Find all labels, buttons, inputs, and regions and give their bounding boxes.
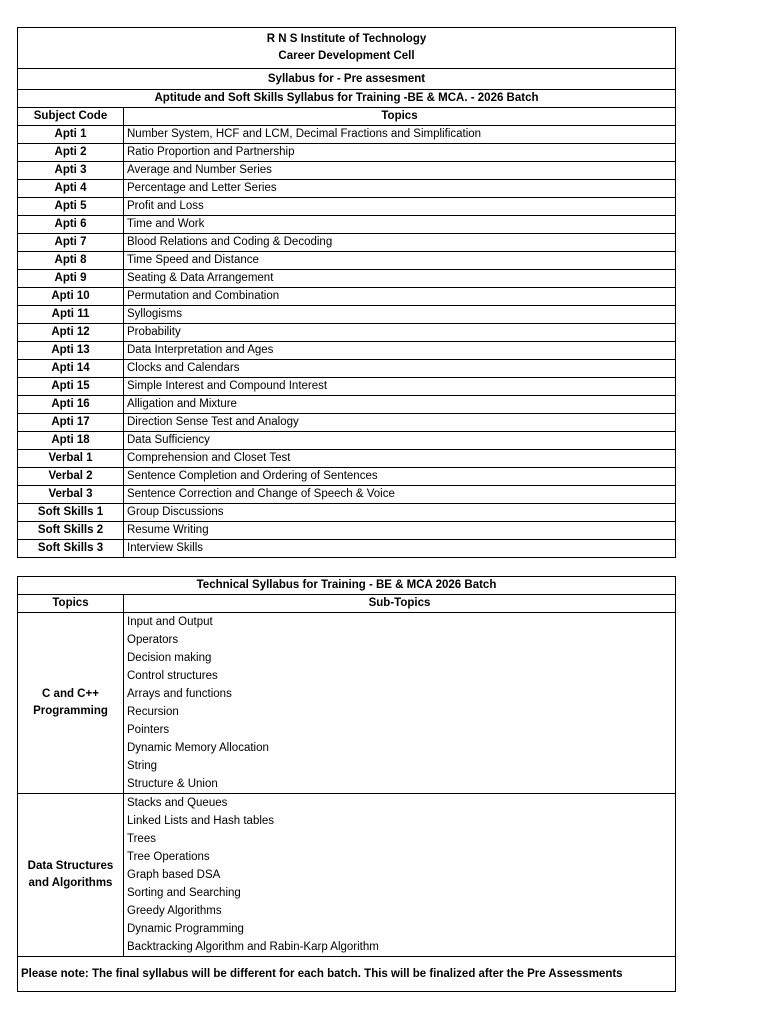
subtopic-item: Stacks and Queues [127, 797, 228, 809]
cell-name: Career Development Cell [278, 50, 415, 62]
subject-code: Apti 15 [18, 378, 124, 396]
table-row [18, 486, 676, 504]
table-row [18, 504, 676, 522]
subtopic-item: Linked Lists and Hash tables [127, 815, 275, 827]
table-row [18, 234, 676, 252]
topic: Data Interpretation and Ages [124, 342, 676, 360]
subject-code: Apti 13 [18, 342, 124, 360]
topic: Seating & Data Arrangement [124, 270, 676, 288]
subject-code: Apti 8 [18, 252, 124, 270]
subject-code: Apti 1 [18, 126, 124, 144]
subtopic-item: Greedy Algorithms [127, 905, 222, 917]
table-row [18, 396, 676, 414]
topic: Ratio Proportion and Partnership [124, 144, 676, 162]
subtopic-item: Dynamic Programming [127, 923, 244, 935]
technical-title: Technical Syllabus for Training - BE & MCA 2026 Batch [18, 577, 676, 595]
subtopic-item: Sorting and Searching [127, 887, 241, 899]
subject-code: Soft Skills 2 [18, 522, 124, 540]
table-row [18, 342, 676, 360]
table-row [18, 252, 676, 270]
subject-code: Apti 4 [18, 180, 124, 198]
subject-code: Apti 3 [18, 162, 124, 180]
topic: Sentence Correction and Change of Speech & Voice [124, 486, 676, 504]
subject-code: Apti 16 [18, 396, 124, 414]
subject-code: Apti 7 [18, 234, 124, 252]
subject-code: Soft Skills 3 [18, 540, 124, 558]
table-row [18, 432, 676, 450]
subject-code: Verbal 1 [18, 450, 124, 468]
topic: Syllogisms [124, 306, 676, 324]
subject-code: Apti 14 [18, 360, 124, 378]
tech-topic: C and C++ Programming [18, 613, 124, 794]
topic: Clocks and Calendars [124, 360, 676, 378]
table-row [18, 306, 676, 324]
table-row [18, 162, 676, 180]
subtopic-item: Backtracking Algorithm and Rabin-Karp Algorithm [127, 941, 379, 953]
subtopic-item: Decision making [127, 652, 212, 664]
topic: Comprehension and Closet Test [124, 450, 676, 468]
subject-code: Apti 5 [18, 198, 124, 216]
aptitude-title: Aptitude and Soft Skills Syllabus for Training -BE & MCA. - 2026 Batch [18, 90, 676, 108]
table-row [18, 180, 676, 198]
topic: Profit and Loss [124, 198, 676, 216]
topic: Time and Work [124, 216, 676, 234]
subtopic-item: String [127, 760, 158, 772]
table-row [18, 126, 676, 144]
topic: Average and Number Series [124, 162, 676, 180]
institute-header [18, 28, 676, 69]
col-header-subtopics: Sub-Topics [124, 595, 676, 613]
topic: Percentage and Letter Series [124, 180, 676, 198]
col-header-topics: Topics [124, 108, 676, 126]
institute-name: R N S Institute of Technology [266, 33, 427, 45]
subject-code: Soft Skills 1 [18, 504, 124, 522]
subject-code: Verbal 2 [18, 468, 124, 486]
topic: Blood Relations and Coding & Decoding [124, 234, 676, 252]
topic: Resume Writing [124, 522, 676, 540]
syllabus-note: Please note: The final syllabus will be different for each batch. This will be finalized after the Pre Assessments [18, 957, 676, 992]
subject-code: Apti 18 [18, 432, 124, 450]
table-row [18, 522, 676, 540]
topic: Time Speed and Distance [124, 252, 676, 270]
table-row [18, 288, 676, 306]
aptitude-syllabus-table [17, 27, 676, 558]
table-row [18, 450, 676, 468]
topic: Simple Interest and Compound Interest [124, 378, 676, 396]
topic: Direction Sense Test and Analogy [124, 414, 676, 432]
tech-group-row [18, 794, 676, 957]
table-row [18, 378, 676, 396]
subtopic-item: Arrays and functions [127, 688, 232, 700]
table-row [18, 360, 676, 378]
subject-code: Apti 11 [18, 306, 124, 324]
table-row [18, 144, 676, 162]
subtopic-item: Graph based DSA [127, 869, 221, 881]
table-row [18, 540, 676, 558]
subtopic-item: Operators [127, 634, 179, 646]
topic: Permutation and Combination [124, 288, 676, 306]
topic: Data Sufficiency [124, 432, 676, 450]
subtopic-item: Structure & Union [127, 778, 218, 790]
subject-code: Apti 9 [18, 270, 124, 288]
subtopic-item: Dynamic Memory Allocation [127, 742, 269, 754]
topic: Probability [124, 324, 676, 342]
table-row [18, 270, 676, 288]
col-header-tech-topics: Topics [18, 595, 124, 613]
syllabus-for-title: Syllabus for - Pre assesment [18, 69, 676, 90]
subtopic-item: Recursion [127, 706, 179, 718]
subject-code: Apti 10 [18, 288, 124, 306]
subject-code: Apti 17 [18, 414, 124, 432]
subtopic-item: Tree Operations [127, 851, 210, 863]
subject-code: Apti 2 [18, 144, 124, 162]
subtopic-list [124, 613, 676, 794]
technical-syllabus-table [17, 576, 676, 992]
topic: Sentence Completion and Ordering of Sentences [124, 468, 676, 486]
subtopic-item: Control structures [127, 670, 218, 682]
subtopic-item: Input and Output [127, 616, 213, 628]
table-row [18, 198, 676, 216]
topic: Number System, HCF and LCM, Decimal Fractions and Simplification [124, 126, 676, 144]
table-row [18, 216, 676, 234]
subject-code: Apti 6 [18, 216, 124, 234]
topic: Interview Skills [124, 540, 676, 558]
subtopic-item: Trees [127, 833, 156, 845]
topic: Alligation and Mixture [124, 396, 676, 414]
table-row [18, 468, 676, 486]
tech-topic: Data Structures and Algorithms [18, 794, 124, 957]
col-header-subject-code: Subject Code [18, 108, 124, 126]
tech-group-row [18, 613, 676, 794]
subject-code: Apti 12 [18, 324, 124, 342]
table-row [18, 324, 676, 342]
subtopic-list [124, 794, 676, 957]
table-row [18, 414, 676, 432]
subtopic-item: Pointers [127, 724, 170, 736]
topic: Group Discussions [124, 504, 676, 522]
subject-code: Verbal 3 [18, 486, 124, 504]
